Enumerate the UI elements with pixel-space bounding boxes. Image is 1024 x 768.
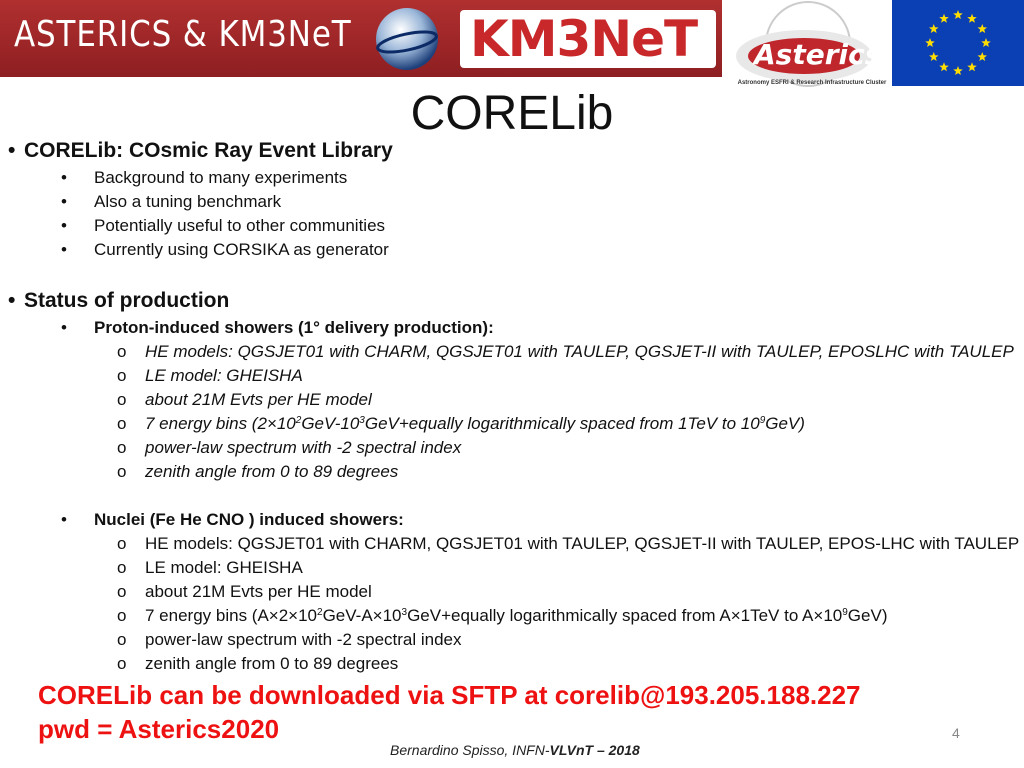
- bullet-icon: •: [61, 192, 67, 211]
- list-item: [61, 240, 389, 260]
- eu-star-icon: [953, 66, 963, 75]
- circle-bullet-icon: o: [117, 366, 127, 385]
- item-text: HE models: QGSJET01 with CHARM, QGSJET01 with TAULEP, QGSJET-II with TAULEP, EPOS-LHC with TAULEP: [145, 534, 1020, 553]
- heading-text: CORELib: COsmic Ray Event Library: [24, 139, 393, 162]
- list-item: [117, 390, 372, 410]
- circle-bullet-icon: o: [117, 414, 127, 433]
- asterics-logo: [728, 0, 888, 100]
- circle-bullet-icon: o: [117, 582, 127, 601]
- list-item: [61, 192, 282, 212]
- bullet-icon: •: [61, 240, 67, 259]
- item-text: zenith angle from 0 to 89 degrees: [145, 654, 399, 673]
- item-text: power-law spectrum with -2 spectral index: [145, 438, 462, 457]
- eu-star-icon: [981, 38, 991, 47]
- item-text: 7 energy bins (A×2×10: [145, 606, 318, 625]
- circle-bullet-icon: o: [117, 654, 127, 673]
- list-item: [117, 342, 1014, 362]
- page-number: 4: [952, 725, 960, 741]
- item-text: about 21M Evts per HE model: [145, 582, 372, 601]
- eu-star-icon: [925, 38, 935, 47]
- superscript: 3: [401, 607, 408, 618]
- item-text: zenith angle from 0 to 89 degrees: [145, 462, 399, 481]
- item-text: Also a tuning benchmark: [94, 192, 282, 211]
- list-item: [117, 462, 399, 482]
- list-item: [117, 558, 303, 578]
- superscript: 2: [317, 607, 323, 618]
- eu-star-icon: [953, 10, 963, 19]
- bullet-icon: •: [61, 216, 67, 235]
- slide-title: [0, 86, 1024, 141]
- eu-stars-icon: [892, 0, 1024, 86]
- circle-bullet-icon: o: [117, 462, 127, 481]
- list-item: [117, 414, 805, 434]
- banner-title: ASTERICS & KM3NeT: [14, 14, 352, 55]
- bullet-icon: •: [61, 168, 67, 187]
- bullet-icon: •: [8, 139, 16, 162]
- circle-bullet-icon: o: [117, 390, 127, 409]
- item-text: LE model: GHEISHA: [145, 366, 303, 385]
- list-item: [117, 630, 462, 650]
- list-item: [117, 534, 1020, 554]
- circle-bullet-icon: o: [117, 438, 127, 457]
- section-corelib-heading: [8, 139, 393, 163]
- footer-event: VLVnT – 2018: [549, 742, 640, 758]
- header-banner: [0, 0, 722, 77]
- item-text: GeV): [847, 606, 888, 625]
- eu-star-icon: [939, 14, 949, 23]
- superscript: 9: [842, 607, 848, 618]
- list-item: [61, 168, 348, 188]
- eu-star-icon: [939, 62, 949, 71]
- circle-bullet-icon: o: [117, 534, 127, 553]
- item-text: GeV+equally logarithmically spaced from A×1TeV to A×10: [407, 606, 843, 625]
- bullet-icon: •: [61, 510, 67, 529]
- footer-author: Bernardino Spisso, INFN-: [390, 742, 550, 758]
- item-text: power-law spectrum with -2 spectral index: [145, 630, 462, 649]
- list-item: [117, 438, 462, 458]
- eu-flag: [892, 0, 1024, 86]
- heading-text: Status of production: [24, 289, 230, 312]
- item-text: GeV+equally logarithmically spaced from 1TeV to 10: [364, 414, 760, 433]
- item-text: Proton-induced showers (1° delivery production):: [94, 318, 494, 337]
- list-item: [117, 606, 888, 626]
- eu-star-icon: [967, 14, 977, 23]
- asterics-logo-subtext: Astronomy ESFRI & Research Infrastructure Cluster: [737, 80, 887, 86]
- bullet-icon: •: [8, 289, 16, 312]
- asterics-logo-text: Asterics: [754, 38, 882, 71]
- list-item: [61, 216, 386, 236]
- footer: [390, 742, 640, 758]
- item-text: about 21M Evts per HE model: [145, 390, 372, 409]
- download-note-line1: CORELib can be downloaded via SFTP at corelib@193.205.188.227: [38, 680, 861, 710]
- proton-heading: [61, 318, 494, 338]
- item-text: GeV): [765, 414, 805, 433]
- item-text: GeV-A×10: [322, 606, 402, 625]
- eu-star-icon: [929, 52, 939, 61]
- superscript: 2: [295, 415, 302, 426]
- item-text: GeV-10: [301, 414, 360, 433]
- nuclei-heading: [61, 510, 404, 530]
- km3net-logo-text: KM3NeT: [470, 10, 698, 68]
- item-text: HE models: QGSJET01 with CHARM, QGSJET01 with TAULEP, QGSJET-II with TAULEP, EPOSLHC with TAULEP: [145, 342, 1014, 361]
- list-item: [117, 654, 399, 674]
- slide-title-text: CORELib: [410, 87, 614, 140]
- eu-star-icon: [929, 24, 939, 33]
- item-text: Currently using CORSIKA as generator: [94, 240, 389, 259]
- eu-star-icon: [977, 52, 987, 61]
- circle-bullet-icon: o: [117, 606, 127, 625]
- item-text: Nuclei (Fe He CNO ) induced showers:: [94, 510, 404, 529]
- section-status-heading: [8, 289, 229, 313]
- item-text: 7 energy bins (2×10: [145, 414, 296, 433]
- km3net-logo: [460, 10, 716, 68]
- list-item: [117, 582, 372, 602]
- download-note-line2: pwd = Asterics2020: [38, 714, 280, 744]
- circle-bullet-icon: o: [117, 342, 127, 361]
- eu-star-icon: [967, 62, 977, 71]
- item-text: LE model: GHEISHA: [145, 558, 303, 577]
- circle-bullet-icon: o: [117, 558, 127, 577]
- item-text: Potentially useful to other communities: [94, 216, 386, 235]
- list-item: [117, 366, 303, 386]
- superscript: 3: [359, 415, 365, 426]
- superscript: 9: [759, 415, 766, 426]
- circle-bullet-icon: o: [117, 630, 127, 649]
- bullet-icon: •: [61, 318, 67, 337]
- eu-star-icon: [977, 24, 987, 33]
- km3net-globe-icon: [374, 6, 440, 72]
- item-text: Background to many experiments: [94, 168, 348, 187]
